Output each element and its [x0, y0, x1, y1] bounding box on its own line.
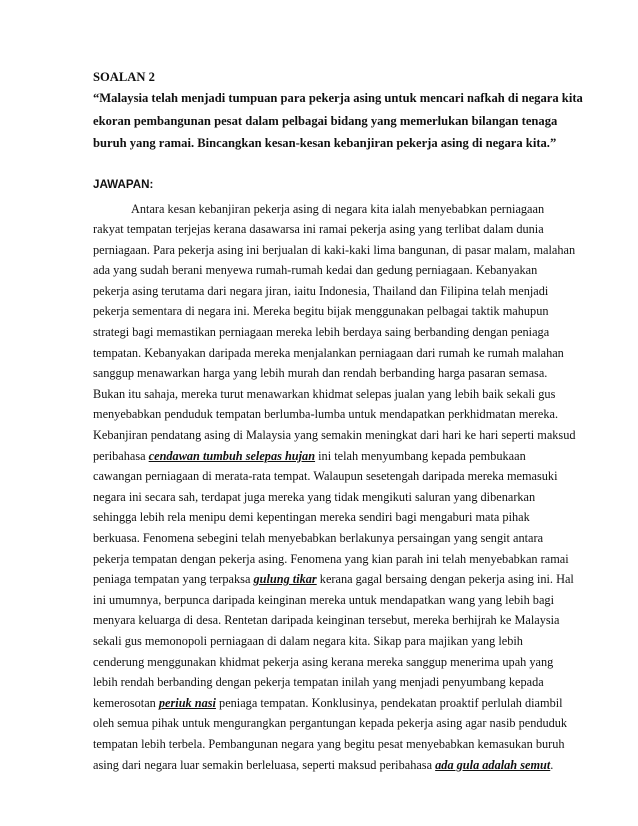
text-segment: kerana gagal bersaing dengan pekerja asing ini. Hal [316, 572, 574, 587]
answer-line: sekali gus memonopoli perniagaan di dalam negara kita. Sikap para majikan yang lebih [93, 633, 523, 648]
answer-line: Bukan itu sahaja, mereka turut menawarkan khidmat selepas jualan yang lebih baik sekali gus [93, 386, 556, 401]
answer-line: pekerja tempatan dengan pekerja asing. Fenomena yang kian parah ini telah menyebabkan ramai [93, 551, 569, 566]
document-content [93, 67, 583, 775]
answer-line: cenderung menggunakan khidmat pekerja asing kerana mereka sanggup menerima upah yang [93, 654, 554, 669]
text-segment: peniaga tempatan. Konklusinya, pendekatan proaktif perlulah diambil [215, 695, 563, 710]
answer-line: oleh semua pihak untuk mengurangkan pergantungan kepada pekerja asing agar nasib penduduk [93, 716, 568, 731]
idiom-emphasis: periuk nasi [158, 695, 216, 710]
answer-line: sanggup menawarkan harga yang lebih murah dan rendah berbanding harga pasaran semasa. [93, 366, 548, 381]
answer-line: pekerja asing terutama dari negara jiran, iaitu Indonesia, Thailand dan Filipina telah menjadi [93, 283, 549, 298]
text-segment: ini telah menyumbang kepada pembukaan [315, 448, 526, 463]
question-heading: SOALAN 2 [93, 70, 155, 84]
answer-line: sehingga lebih rela menipu demi kepentingan mereka sendiri bagi mengaburi mata pihak [93, 510, 530, 525]
idiom-emphasis: ada gula adalah semut [435, 757, 551, 772]
answer-line: negara ini secara sah, terdapat juga mereka yang tidak mengikuti saluran yang dibenarkan [93, 489, 536, 504]
answer-line [93, 755, 553, 776]
answer-line: lebih rendah berbanding dengan pekerja tempatan inilah yang menjadi penyumbang kepada [93, 675, 544, 690]
answer-line: rakyat tempatan terjejas kerana dasawarsa ini ramai pekerja asing yang terlibat dalam dunia [93, 222, 544, 237]
answer-line [93, 446, 553, 467]
answer-line: cawangan perniagaan di merata-rata tempat. Walaupun sesetengah daripada mereka memasuki [93, 469, 558, 484]
answer-line [93, 569, 574, 590]
answer-paragraph [93, 199, 576, 776]
text-segment: peniaga tempatan yang terpaksa [93, 572, 254, 587]
text-segment: . [550, 757, 554, 772]
idiom-emphasis: gulung tikar [253, 572, 317, 587]
question-line: “Malaysia telah menjadi tumpuan para pekerja asing untuk mencari nafkah di negara kita [93, 91, 583, 105]
answer-line: tempatan lebih terbela. Pembangunan negara yang begitu pesat menyebabkan kemasukan buruh [93, 736, 565, 751]
answer-heading: JAWAPAN: [93, 177, 154, 191]
answer-line [93, 693, 563, 714]
answer-line: tempatan. Kebanyakan daripada mereka menjalankan perniagaan dari rumah ke rumah malahan [93, 345, 564, 360]
answer-line: ada yang sudah berani menyewa rumah-rumah kedai dan gedung perniagaan. Kebanyakan [93, 263, 538, 278]
answer-line: perniagaan. Para pekerja asing ini berjualan di kaki-kaki lima bangunan, di pasar malam, malahan [93, 242, 576, 257]
text-segment: peribahasa [93, 448, 149, 463]
answer-line: menyara keluarga di desa. Rentetan daripada keinginan tersebut, mereka berhijrah ke Malaysia [93, 613, 560, 628]
text-segment: kemerosotan [93, 695, 159, 710]
question-text [93, 87, 583, 155]
idiom-emphasis: cendawan tumbuh selepas hujan [148, 448, 316, 463]
answer-line: menyebabkan penduduk tempatan berlumba-lumba untuk mendapatkan perkhidmatan mereka. [93, 407, 559, 422]
answer-line: strategi bagi memastikan perniagaan mereka lebih berdaya saing berbanding dengan peniaga [93, 325, 550, 340]
answer-line: pekerja sementara di negara ini. Mereka begitu bijak menggunakan pelbagai taktik mahupun [93, 304, 549, 319]
question-line: buruh yang ramai. Bincangkan kesan-kesan kebanjiran pekerja asing di negara kita.” [93, 136, 557, 150]
answer-line: berkuasa. Fenomena sebegini telah menyebabkan berlakunya persaingan yang sengit antara [93, 531, 544, 545]
answer-line: ini umumnya, berpunca daripada keinginan mereka untuk mendapatkan wang yang lebih bagi [93, 592, 554, 607]
answer-line: Kebanjiran pendatang asing di Malaysia yang semakin meningkat dari hari ke hari seperti maksud [93, 428, 576, 443]
answer-line: Antara kesan kebanjiran pekerja asing di negara kita ialah menyebabkan perniagaan [131, 201, 545, 216]
question-line: ekoran pembangunan pesat dalam pelbagai bidang yang memerlukan bilangan tenaga [93, 113, 558, 128]
text-segment: asing dari negara luar semakin berleluasa, seperti maksud peribahasa [93, 757, 436, 772]
